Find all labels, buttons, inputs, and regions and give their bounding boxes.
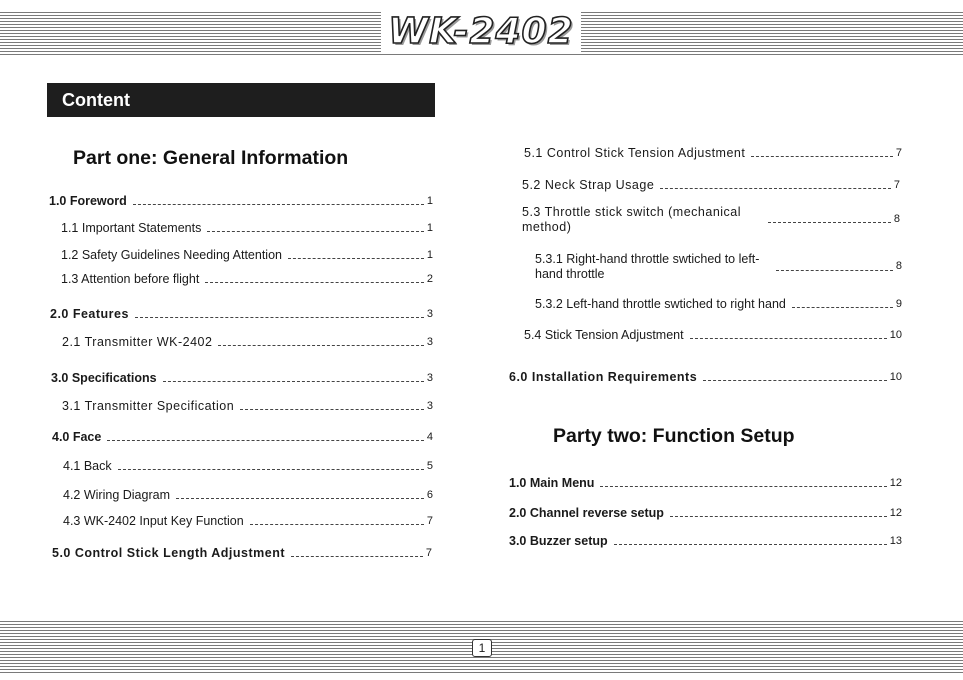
toc-entry-title: 3.1 Transmitter Specification — [62, 399, 235, 413]
part-two-heading: Party two: Function Setup — [553, 425, 795, 447]
toc-entry-title: 5.3.2 Left-hand throttle swtiched to right hand — [535, 297, 786, 311]
toc-leader — [163, 381, 424, 382]
toc-entry-page: 7 — [425, 547, 432, 559]
toc-entry-4-2[interactable] — [63, 488, 433, 503]
toc-entry-title: 1.2 Safety Guidelines Needing Attention — [61, 248, 282, 262]
toc-entry-4-3[interactable] — [63, 514, 433, 529]
toc-leader — [776, 270, 893, 271]
toc-entry-1-2[interactable] — [61, 248, 433, 263]
toc-leader — [291, 556, 423, 557]
toc-entry-page: 1 — [426, 222, 433, 234]
content-banner: Content — [47, 83, 435, 117]
toc-entry-title: 6.0 Installation Requirements — [509, 370, 698, 384]
toc-entry-2-0[interactable] — [50, 307, 433, 322]
toc-entry-page: 5 — [426, 460, 433, 472]
toc-entry-title: 5.0 Control Stick Length Adjustment — [52, 546, 286, 560]
toc-leader — [703, 380, 887, 381]
toc-entry-5-3-2[interactable] — [535, 297, 902, 312]
toc-entry-title: 5.4 Stick Tension Adjustment — [524, 328, 684, 342]
toc-entry-page: 4 — [426, 431, 433, 443]
toc-entry-title: 1.3 Attention before flight — [61, 272, 200, 286]
toc-entry-page: 9 — [895, 298, 902, 310]
toc-entry-4-1[interactable] — [63, 459, 433, 474]
toc-entry-page: 3 — [426, 372, 433, 384]
toc-leader — [207, 231, 424, 232]
toc-entry-5-0[interactable] — [52, 546, 432, 561]
toc-leader — [600, 486, 886, 487]
toc-entry-5-3-1[interactable] — [535, 252, 902, 282]
toc-entry-page: 10 — [889, 329, 902, 341]
toc-entry-3-1[interactable] — [62, 399, 433, 414]
toc-leader — [107, 440, 424, 441]
toc-entry-page: 6 — [426, 489, 433, 501]
brand-logo-text: WK-2402 — [388, 11, 574, 52]
toc-entry-title: 4.2 Wiring Diagram — [63, 488, 170, 502]
toc-entry-title: 4.3 WK-2402 Input Key Function — [63, 514, 244, 528]
toc-entry-3-0[interactable] — [51, 371, 433, 386]
toc-entry-page: 7 — [895, 147, 902, 159]
toc-leader — [792, 307, 893, 308]
toc-entry-title: 3.0 Buzzer setup — [509, 534, 608, 548]
toc-entry-title: 5.3 Throttle stick switch (mechanical method) — [522, 205, 742, 234]
toc-leader — [218, 345, 423, 346]
toc-leader — [133, 204, 424, 205]
toc-leader — [135, 317, 424, 318]
toc-entry-title: 1.0 Foreword — [49, 194, 127, 208]
toc-entry-5-3[interactable] — [522, 205, 900, 235]
toc-entry-2-1[interactable] — [62, 335, 433, 350]
toc-entry-page: 10 — [889, 371, 902, 383]
toc-entry-title: 2.1 Transmitter WK-2402 — [62, 335, 213, 349]
toc-entry-title: 5.3.1 Right-hand throttle swtiched to left-hand throttle — [535, 252, 760, 281]
toc-entry-title: 1.1 Important Statements — [61, 221, 202, 235]
toc-leader — [768, 222, 891, 223]
brand-logo — [381, 11, 581, 53]
toc-entry-p2-2-0[interactable] — [509, 506, 902, 521]
toc-leader — [176, 498, 424, 499]
toc-entry-page: 3 — [426, 400, 433, 412]
toc-entry-p2-1-0[interactable] — [509, 476, 902, 491]
toc-entry-title: 1.0 Main Menu — [509, 476, 595, 490]
toc-entry-page: 1 — [426, 195, 433, 207]
page-number: 1 — [472, 639, 492, 657]
part-one-heading: Part one: General Information — [73, 147, 349, 169]
toc-entry-1-0[interactable] — [49, 194, 433, 209]
toc-entry-page: 12 — [889, 507, 902, 519]
toc-entry-page: 7 — [426, 515, 433, 527]
toc-leader — [670, 516, 887, 517]
toc-leader — [250, 524, 424, 525]
toc-entry-page: 1 — [426, 249, 433, 261]
toc-entry-title: 2.0 Channel reverse setup — [509, 506, 664, 520]
toc-leader — [240, 409, 424, 410]
toc-leader — [614, 544, 887, 545]
toc-entry-5-2[interactable] — [522, 178, 900, 193]
toc-entry-title: 4.1 Back — [63, 459, 112, 473]
toc-leader — [751, 156, 893, 157]
toc-entry-p2-3-0[interactable] — [509, 534, 902, 549]
toc-leader — [118, 469, 424, 470]
toc-entry-title: 5.1 Control Stick Tension Adjustment — [524, 146, 746, 160]
toc-entry-5-1[interactable] — [524, 146, 902, 161]
toc-entry-title: 2.0 Features — [50, 307, 129, 321]
toc-entry-page: 3 — [426, 308, 433, 320]
toc-entry-page: 13 — [889, 535, 902, 547]
toc-entry-title: 5.2 Neck Strap Usage — [522, 178, 655, 192]
toc-leader — [288, 258, 424, 259]
toc-entry-page: 8 — [895, 260, 902, 272]
toc-entry-4-0[interactable] — [52, 430, 433, 445]
toc-entry-6-0[interactable] — [509, 370, 902, 385]
toc-entry-title: 3.0 Specifications — [51, 371, 157, 385]
toc-entry-1-3[interactable] — [61, 272, 433, 287]
toc-entry-page: 3 — [426, 336, 433, 348]
toc-leader — [660, 188, 891, 189]
toc-entry-page: 2 — [426, 273, 433, 285]
toc-leader — [205, 282, 424, 283]
toc-entry-5-4[interactable] — [524, 328, 902, 343]
toc-leader — [690, 338, 887, 339]
toc-entry-page: 8 — [893, 213, 900, 225]
toc-entry-title: 4.0 Face — [52, 430, 102, 444]
toc-entry-1-1[interactable] — [61, 221, 433, 236]
toc-entry-page: 12 — [889, 477, 902, 489]
toc-entry-page: 7 — [893, 179, 900, 191]
